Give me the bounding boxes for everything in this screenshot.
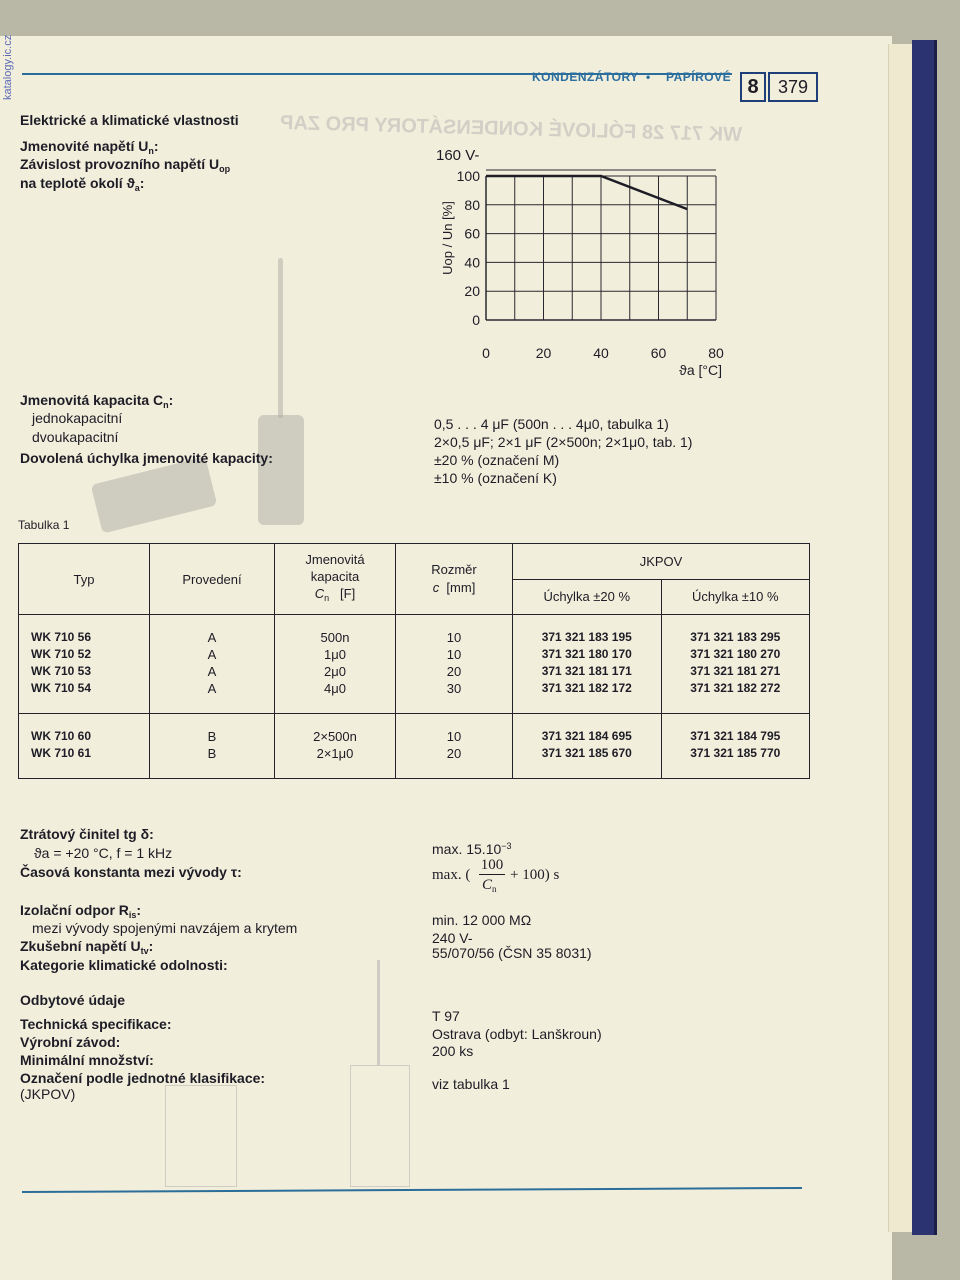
spec-label: Technická specifikace: xyxy=(20,1016,172,1032)
cell-jkpov20: 371 321 180 170 xyxy=(513,646,662,663)
cell-capacity: 2μ0 xyxy=(275,663,396,680)
classification-value: viz tabulka 1 xyxy=(432,1076,510,1092)
cell-design: B xyxy=(150,745,275,779)
cell-type: WK 710 61 xyxy=(19,745,150,779)
insulation-label: Izolační odpor $R_{is}$: xyxy=(20,902,142,920)
x-tick-label: 60 xyxy=(650,345,667,361)
cell-jkpov10: 371 321 181 271 xyxy=(661,663,810,680)
cell-jkpov20: 371 321 185 670 xyxy=(513,745,662,779)
chart-title: 160 V- xyxy=(436,147,480,164)
dual-capacitance-value: 2×0,5 μF; 2×1 μF (2×500n; 2×1μ0, tab. 1) xyxy=(434,434,693,450)
watermark: katalogy.ic.cz xyxy=(2,34,14,100)
book-cover xyxy=(912,40,937,1235)
tolerance-label: Dovolená úchylka jmenovité kapacity: xyxy=(20,450,273,466)
column-header-tolerance-10: Úchylka ±10 % xyxy=(661,579,810,615)
column-header-design: Provedení xyxy=(150,544,275,615)
test-voltage-value: 240 V- xyxy=(432,930,473,946)
min-quantity-label: Minimální množství: xyxy=(20,1052,154,1068)
column-header-type: Typ xyxy=(19,544,150,615)
cell-design: A xyxy=(150,615,275,647)
cell-size: 10 xyxy=(396,646,513,663)
page-number: 379 xyxy=(768,72,818,102)
cell-type: WK 710 60 xyxy=(19,714,150,746)
capacitance-label: Jmenovitá kapacita $C_n$: xyxy=(20,392,174,410)
sales-heading: Odbytové údaje xyxy=(20,992,126,1008)
cell-size: 20 xyxy=(396,745,513,779)
cell-size: 20 xyxy=(396,663,513,680)
bleed-capacitor-lead xyxy=(278,258,283,418)
table-row xyxy=(19,663,810,680)
rated-voltage-label: Jmenovité napětí $U_n$: xyxy=(20,138,159,156)
header-subsection: PAPÍROVÉ xyxy=(666,70,732,84)
column-header-capacity: Jmenovitá kapacita $C_n$ [F] xyxy=(275,544,396,615)
cell-type: WK 710 52 xyxy=(19,646,150,663)
time-constant-label: Časová konstanta mezi vývody τ: xyxy=(20,864,242,880)
tolerance-value-k: ±10 % (označení K) xyxy=(434,470,557,486)
loss-factor-value: max. $15.10^{-3}$ xyxy=(432,841,512,857)
dependence-label-2: na teplotě okolí $ϑ_a$: xyxy=(20,175,145,193)
cell-type: WK 710 53 xyxy=(19,663,150,680)
y-axis-label: Uop / Un [%] xyxy=(440,201,455,275)
cell-jkpov20: 371 321 184 695 xyxy=(513,714,662,746)
properties-heading: Elektrické a klimatické vlastnosti xyxy=(20,112,239,128)
y-tick-label: 100 xyxy=(456,168,480,184)
classification-label: Označení podle jednotné klasifikace: xyxy=(20,1070,266,1086)
single-capacitance-label: jednokapacitní xyxy=(32,410,123,426)
classification-label-2: (JKPOV) xyxy=(20,1086,76,1102)
plant-label: Výrobní závod: xyxy=(20,1034,121,1050)
table-row xyxy=(19,646,810,663)
column-header-jkpov: JKPOV xyxy=(513,544,810,580)
header-bullet: • xyxy=(646,70,651,84)
cell-design: A xyxy=(150,680,275,714)
y-tick-label: 60 xyxy=(464,225,480,242)
cell-size: 10 xyxy=(396,714,513,746)
y-tick-label: 0 xyxy=(472,312,480,328)
single-capacitance-value: 0,5 . . . 4 μF (500n . . . 4μ0, tabulka 1) xyxy=(434,416,669,432)
dual-capacitance-label: dvoukapacitní xyxy=(32,429,119,445)
table-row xyxy=(19,714,810,746)
y-tick-label: 40 xyxy=(464,254,480,271)
y-tick-label: 80 xyxy=(464,196,480,213)
cell-design: A xyxy=(150,646,275,663)
cell-capacity: 500n xyxy=(275,615,396,647)
column-header-size: Rozměr c [mm] xyxy=(396,544,513,615)
cell-capacity: 1μ0 xyxy=(275,646,396,663)
section-number: 8 xyxy=(740,72,766,102)
time-constant-denominator: $C_n$ xyxy=(482,877,497,894)
cell-capacity: 4μ0 xyxy=(275,680,396,714)
spec-value: T 97 xyxy=(432,1008,460,1024)
tolerance-value-m: ±20 % (označení M) xyxy=(434,452,560,468)
cell-capacity: 2×500n xyxy=(275,714,396,746)
loss-factor-label: Ztrátový činitel tg δ: xyxy=(20,826,154,842)
x-tick-label: 0 xyxy=(482,345,490,361)
cell-type: WK 710 54 xyxy=(19,680,150,714)
cell-jkpov10: 371 321 180 270 xyxy=(661,646,810,663)
cell-design: B xyxy=(150,714,275,746)
loss-factor-condition: ϑa = +20 °C, f = 1 kHz xyxy=(34,845,173,861)
plant-value: Ostrava (odbyt: Lanškroun) xyxy=(432,1026,602,1042)
bleed-drawing xyxy=(377,960,380,1065)
bleed-drawing xyxy=(350,1065,410,1187)
bleed-drawing xyxy=(165,1085,237,1187)
test-voltage-label: Zkušební napětí $U_{tv}$: xyxy=(20,938,154,956)
table-row xyxy=(19,680,810,714)
column-header-tolerance-20: Úchylka ±20 % xyxy=(513,579,662,615)
cell-jkpov20: 371 321 181 171 xyxy=(513,663,662,680)
voltage-derating-chart xyxy=(420,140,740,390)
x-tick-label: 80 xyxy=(708,345,724,361)
climatic-label: Kategorie klimatické odolnosti: xyxy=(20,957,228,973)
cell-jkpov10: 371 321 182 272 xyxy=(661,680,810,714)
cell-jkpov10: 371 321 183 295 xyxy=(661,615,810,647)
bleed-capacitor-shape xyxy=(258,415,304,525)
capacitor-table xyxy=(18,543,810,779)
x-axis-label: ϑa [°C] xyxy=(679,362,722,378)
bleed-through-title: WK 717 28 FÓLIOVÉ KONDENSÁTORY PRO ZAP xyxy=(279,111,743,147)
table-caption: Tabulka 1 xyxy=(18,518,70,532)
table-row xyxy=(19,615,810,647)
cell-jkpov10: 371 321 184 795 xyxy=(661,714,810,746)
x-tick-label: 20 xyxy=(535,345,552,361)
cell-capacity: 2×1μ0 xyxy=(275,745,396,779)
cell-design: A xyxy=(150,663,275,680)
header-section-title: KONDENZÁTORY xyxy=(532,70,639,84)
table-row xyxy=(19,745,810,779)
cell-size: 30 xyxy=(396,680,513,714)
insulation-value: min. 12 000 MΩ xyxy=(432,912,532,928)
dependence-label: Závislost provozního napětí $U_{op}$ xyxy=(20,156,231,174)
y-tick-label: 20 xyxy=(464,283,480,300)
min-quantity-value: 200 ks xyxy=(432,1043,474,1059)
cell-jkpov20: 371 321 183 195 xyxy=(513,615,662,647)
insulation-condition: mezi vývody spojenými navzájem a krytem xyxy=(32,920,298,936)
cell-size: 10 xyxy=(396,615,513,647)
cell-jkpov20: 371 321 182 172 xyxy=(513,680,662,714)
series-line xyxy=(486,176,687,209)
x-tick-label: 40 xyxy=(593,345,609,361)
cell-type: WK 710 56 xyxy=(19,615,150,647)
cell-jkpov10: 371 321 185 770 xyxy=(661,745,810,779)
climatic-value: 55/070/56 (ČSN 35 8031) xyxy=(432,945,592,961)
